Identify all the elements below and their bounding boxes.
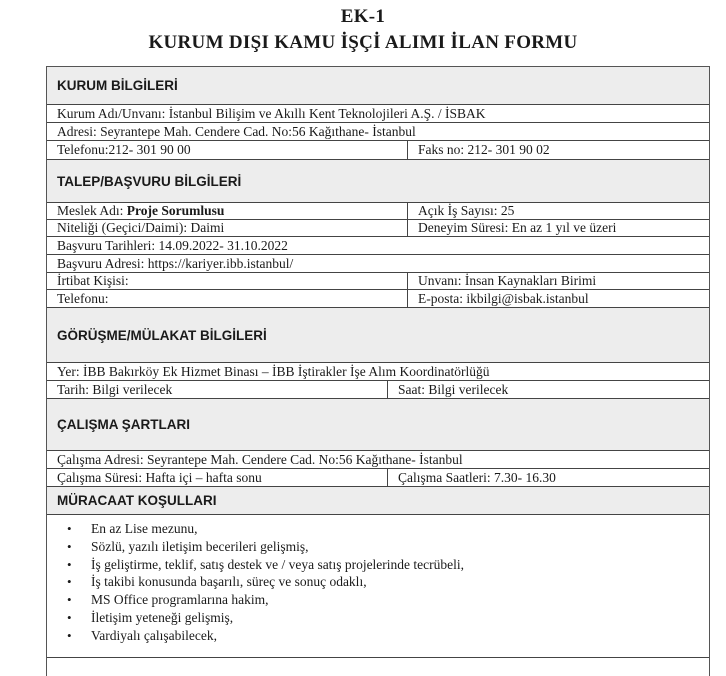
- calisma-adres-row: [47, 451, 709, 469]
- gorusme-saat: Saat: Bilgi verilecek: [387, 381, 709, 398]
- kurum-address: Adresi: Seyrantepe Mah. Cendere Cad. No:56 Kağıthane- İstanbul: [57, 123, 416, 139]
- condition-text: Sözlü, yazılı iletişim becerileri gelişmiş,: [91, 538, 309, 554]
- irtibat-unvani: Unvanı: İnsan Kaynakları Birimi: [407, 273, 709, 289]
- irtibat-eposta: E-posta: ikbilgi@isbak.istanbul: [407, 290, 709, 307]
- condition-text: İş takibi konusunda başarılı, süreç ve sonuç odaklı,: [91, 574, 367, 590]
- gorusme-yer-row: [47, 363, 709, 381]
- condition-item: [67, 609, 464, 627]
- bullet-icon: •: [67, 609, 72, 625]
- basvuru-adresi: Başvuru Adresi: https://kariyer.ibb.istanbul/: [57, 255, 294, 271]
- irtibat-telefonu: Telefonu:: [57, 290, 109, 306]
- bullet-icon: •: [67, 574, 72, 590]
- kurum-address-row: [47, 123, 709, 141]
- condition-text: İş geliştirme, teklif, satış destek ve / veya satış projelerinde tecrübeli,: [91, 556, 465, 572]
- meslek-cell: [47, 203, 407, 219]
- condition-item: [67, 591, 464, 609]
- bullet-icon: •: [67, 627, 72, 643]
- bullet-icon: •: [67, 556, 72, 572]
- bullet-icon: •: [67, 592, 72, 608]
- bullet-icon: •: [67, 538, 72, 554]
- announcement-form: [46, 66, 710, 676]
- form-code: EK-1: [340, 6, 386, 27]
- talep-tarih-row: [47, 237, 709, 255]
- talep-nitelik-row: [47, 220, 709, 237]
- acik-is-sayisi: Açık İş Sayısı: 25: [407, 203, 709, 219]
- talep-irtibat-row: [47, 273, 709, 290]
- kurum-name-row: [47, 105, 709, 123]
- section-heading-calisma: ÇALIŞMA ŞARTLARI: [47, 399, 709, 451]
- condition-text: MS Office programlarına hakim,: [91, 592, 269, 608]
- basvuru-tarihleri: Başvuru Tarihleri: 14.09.2022- 31.10.2022: [57, 237, 288, 253]
- kurum-name: Kurum Adı/Unvanı: İstanbul Bilişim ve Akıllı Kent Teknolojileri A.Ş. / İSBAK: [57, 105, 486, 121]
- gorusme-tarih: Tarih: Bilgi verilecek: [57, 381, 173, 397]
- section-heading-talep: TALEP/BAŞVURU BİLGİLERİ: [47, 160, 709, 203]
- condition-text: Vardiyalı çalışabilecek,: [91, 627, 217, 643]
- gorusme-yer: Yer: İBB Bakırköy Ek Hizmet Binası – İBB İştirakler İşe Alım Koordinatörlüğü: [57, 363, 490, 379]
- kurum-contact-row: [47, 141, 709, 160]
- kurum-phone: Telefonu:212- 301 90 00: [57, 142, 191, 157]
- bullet-icon: •: [67, 521, 72, 536]
- talep-adres-row: [47, 255, 709, 273]
- gorusme-tarih-row: [47, 381, 709, 399]
- condition-text: İletişim yeteneği gelişmiş,: [91, 609, 234, 625]
- irtibat-kisisi: İrtibat Kişisi:: [57, 273, 129, 288]
- talep-meslek-row: [47, 203, 709, 220]
- meslek-label: Meslek Adı:: [57, 203, 127, 218]
- deneyim-suresi: Deneyim Süresi: En az 1 yıl ve üzeri: [407, 220, 709, 236]
- talep-telefon-row: [47, 290, 709, 308]
- section-heading-muracaat: MÜRACAAT KOŞULLARI: [47, 487, 709, 515]
- calisma-suresi: Çalışma Süresi: Hafta içi – hafta sonu: [57, 469, 262, 485]
- muracaat-conditions: [47, 515, 709, 658]
- form-title: KURUM DIŞI KAMU İŞÇİ ALIMI İLAN FORMU: [148, 32, 578, 53]
- condition-item: [67, 520, 464, 538]
- condition-item: [67, 556, 465, 574]
- kurum-fax: Faks no: 212- 301 90 02: [407, 141, 709, 159]
- section-heading-kurum: KURUM BİLGİLERİ: [47, 67, 709, 105]
- condition-item: [67, 627, 464, 645]
- conditions-list: [47, 520, 464, 645]
- calisma-adresi: Çalışma Adresi: Seyrantepe Mah. Cendere Cad. No:56 Kağıthane- İstanbul: [57, 451, 463, 467]
- condition-item: [67, 573, 464, 591]
- condition-text: En az Lise mezunu,: [91, 521, 198, 536]
- nitelik: Niteliği (Geçici/Daimi): Daimi: [57, 220, 225, 235]
- condition-item: [67, 538, 464, 556]
- meslek-value: Proje Sorumlusu: [126, 203, 225, 218]
- calisma-sure-row: [47, 469, 709, 487]
- section-heading-gorusme: GÖRÜŞME/MÜLAKAT BİLGİLERİ: [47, 308, 709, 363]
- calisma-saatleri: Çalışma Saatleri: 7.30- 16.30: [387, 469, 709, 486]
